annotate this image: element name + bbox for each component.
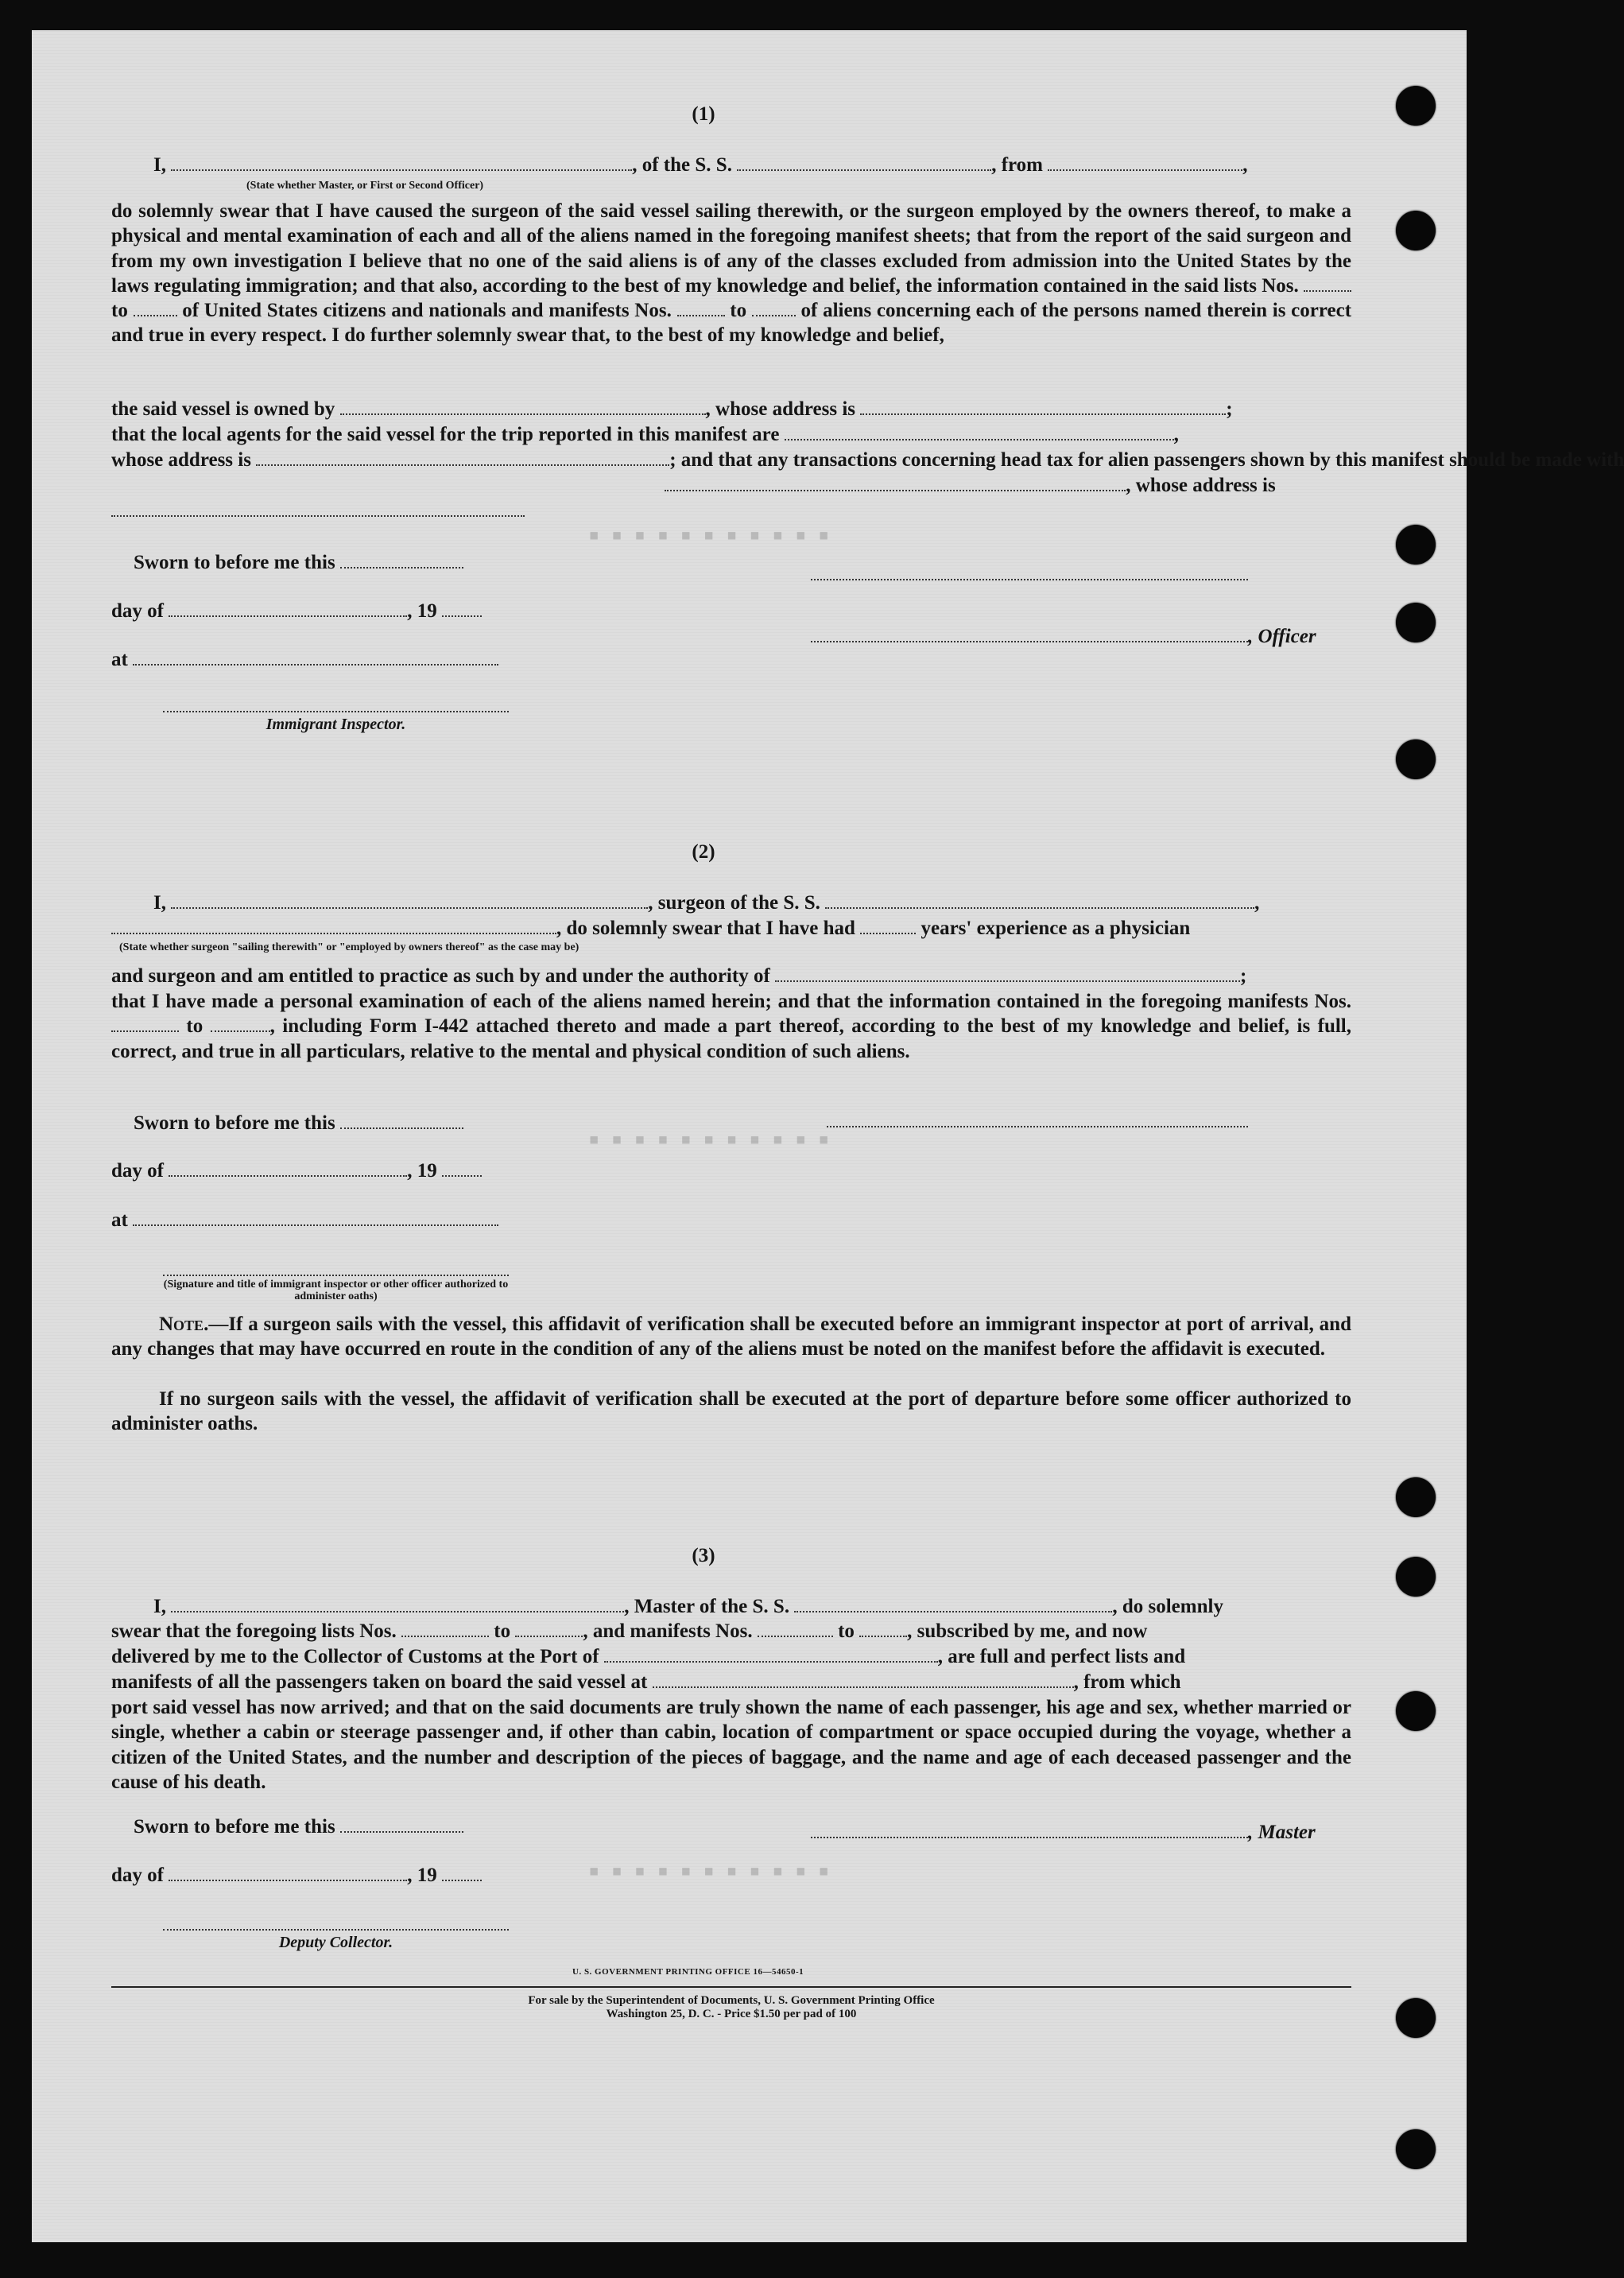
s3-master-row: , Master	[811, 1821, 1316, 1845]
s1-year-field[interactable]	[442, 601, 482, 617]
surgeon-status-field[interactable]	[111, 918, 556, 934]
s2-at-row: at	[111, 1209, 498, 1232]
s1-headtax-row: whose address is ; and that any transactions concerning head tax for alien passengers shown by this manifest should be made with	[111, 449, 1624, 471]
s3-manifests-to-field[interactable]	[859, 1621, 907, 1637]
s2-note-paragraph-2: If no surgeon sails with the vessel, the affidavit of verification shall be executed at the port of departure before some officer authorized to administer oaths.	[111, 1388, 1351, 1435]
s1-day-row: day of , 19	[111, 600, 482, 623]
s2-manifests-from-field[interactable]	[111, 1016, 179, 1032]
s3-lists-to-field[interactable]	[515, 1621, 583, 1637]
agent-address-field[interactable]	[256, 450, 669, 466]
s2-year-field[interactable]	[442, 1161, 482, 1177]
s2-surgeon-caption: (State whether surgeon "sailing therewith" or "employed by owners thereof" as the case may be)	[119, 941, 579, 953]
s2-authority-row: and surgeon and am entitled to practice as such by and under the authority of ;	[111, 965, 1247, 987]
head-tax-contact-field[interactable]	[665, 475, 1126, 491]
s1-line1: I, , of the S. S. , from ,	[153, 154, 1248, 176]
s1-inspector-caption: Immigrant Inspector.	[265, 716, 406, 733]
s3-lists-from-field[interactable]	[401, 1621, 489, 1637]
s2-oath-paragraph: that I have made a personal examination of each of the aliens named herein; and that the information contained in the foregoing manifests Nos. to , including Form I-442 attached thereto and made a part thereof, according to the best of my knowledge and belief, is full, correct, and true in all particulars, relative to the mental and physical condition of such aliens.	[111, 991, 1352, 1062]
s3-sworn-row: Sworn to before me this	[134, 1815, 463, 1839]
local-agents-field[interactable]	[785, 425, 1174, 440]
s3-collector-caption: Deputy Collector.	[278, 1934, 393, 1951]
bleed-through-marks-2: ▪ ▪ ▪ ▪ ▪ ▪ ▪ ▪ ▪ ▪ ▪	[588, 1127, 830, 1150]
s3-year-field[interactable]	[442, 1865, 482, 1881]
s2-inspector-signature-line[interactable]	[163, 1275, 509, 1276]
s3-departure-port-field[interactable]	[653, 1672, 1074, 1688]
s1-place-field[interactable]	[133, 650, 498, 666]
s2-surgeon-signature-line[interactable]	[827, 1126, 1248, 1127]
s2-line2: , do solemnly swear that I have had years' experience as a physician	[111, 917, 1190, 941]
s1-oath-paragraph: do solemnly swear that I have caused the surgeon of the said vessel sailing therewith, or the surgeon employed by the owners thereof, to make a physical and mental examination of each and all of the aliens named in the foregoing manifest sheets; that from the report of the said surgeon and from my own investigation I believe that no one of the said aliens is of any of the classes excluded from admission into the United States by the laws regulating immigration; and that also, according to the best of my knowledge and belief, the information contained in the said lists Nos. to of United States citizens and nationals and manifests Nos. to of aliens concerning each of the persons named therein is correct and true in every respect. I do further solemnly swear that, to the best of my knowledge and belief,	[111, 200, 1352, 347]
manifests-from-field[interactable]	[677, 301, 725, 316]
s1-sworn-date-field[interactable]	[340, 553, 463, 569]
s2-note-paragraph: Note.—If a surgeon sails with the vessel, this affidavit of verification shall be executed before an immigrant inspector at port of arrival, and any changes that may have occurred en route in the condition of any of the aliens must be noted on the manifest before the affidavit is executed.	[111, 1314, 1351, 1360]
lists-to-field[interactable]	[134, 301, 177, 316]
s1-officer-signature-field[interactable]	[811, 627, 1248, 642]
s3-port-field[interactable]	[604, 1647, 938, 1663]
section-1-number: (1)	[692, 103, 715, 125]
s3-line3: delivered by me to the Collector of Customs at the Port of , are full and perfect lists and	[111, 1646, 1186, 1667]
s3-master-name-field[interactable]	[171, 1597, 624, 1612]
manifests-to-field[interactable]	[752, 301, 796, 316]
manifest-affidavit-sheet	[32, 30, 1624, 2242]
years-experience-field[interactable]	[860, 918, 916, 934]
s1-officer-row: , Officer	[811, 625, 1316, 649]
s3-month-field[interactable]	[169, 1865, 407, 1881]
lists-from-field[interactable]	[1304, 276, 1351, 292]
s2-month-field[interactable]	[169, 1161, 407, 1177]
head-tax-address-field[interactable]	[111, 515, 525, 517]
footer-divider	[111, 1986, 1351, 1988]
s3-collector-signature-line[interactable]	[163, 1929, 509, 1931]
s1-owned-row: the said vessel is owned by , whose address is ;	[111, 398, 1233, 420]
s2-manifests-to-field[interactable]	[211, 1016, 270, 1032]
s2-day-row: day of , 19	[111, 1159, 482, 1183]
s1-at-row: at	[111, 648, 498, 672]
s1-month-field[interactable]	[169, 601, 407, 617]
s3-manifests-from-field[interactable]	[758, 1621, 833, 1637]
section-3-number: (3)	[692, 1545, 715, 1566]
bleed-through-marks-3: ▪ ▪ ▪ ▪ ▪ ▪ ▪ ▪ ▪ ▪ ▪	[588, 1859, 830, 1881]
s1-master-caption: (State whether Master, or First or Second Officer)	[246, 180, 484, 192]
s3-vessel-field[interactable]	[794, 1597, 1112, 1612]
bleed-through-marks: ▪ ▪ ▪ ▪ ▪ ▪ ▪ ▪ ▪ ▪ ▪	[588, 523, 830, 545]
section-2-number: (2)	[692, 841, 715, 863]
owner-field[interactable]	[340, 399, 706, 415]
s2-signature-caption: (Signature and title of immigrant inspector or other officer authorized to administer oaths)	[163, 1279, 509, 1302]
s3-line2: swear that the foregoing lists Nos. to , and manifests Nos. to , subscribed by me, and now	[111, 1620, 1148, 1642]
s2-vessel-field[interactable]	[825, 893, 1254, 909]
s1-agents-row: that the local agents for the said vessel for the trip reported in this manifest are ,	[111, 424, 1179, 445]
s2-sworn-row: Sworn to before me this	[134, 1112, 463, 1135]
s2-place-field[interactable]	[133, 1210, 498, 1226]
s1-master-signature-line[interactable]	[811, 579, 1248, 580]
s3-day-row: day of , 19	[111, 1864, 482, 1888]
s3-line4: manifests of all the passengers taken on board the said vessel at , from which	[111, 1671, 1181, 1693]
authority-field[interactable]	[775, 966, 1240, 982]
s1-headtax-row2: , whose address is	[111, 474, 1276, 498]
s2-sworn-date-field[interactable]	[340, 1113, 463, 1129]
from-port-field[interactable]	[1048, 155, 1242, 171]
surgeon-name-field[interactable]	[171, 893, 648, 909]
master-name-field[interactable]	[171, 155, 632, 171]
s2-line1: I, , surgeon of the S. S. ,	[153, 892, 1260, 914]
s3-master-signature-field[interactable]	[811, 1822, 1248, 1838]
s3-line1: I, , Master of the S. S. , do solemnly	[153, 1596, 1223, 1617]
owner-address-field[interactable]	[860, 399, 1226, 415]
printing-office-line: U. S. GOVERNMENT PRINTING OFFICE 16—54650-1	[572, 1967, 804, 1977]
footer-text: For sale by the Superintendent of Documents, U. S. Government Printing Office Washington 25, D. C. - Price $1.50 per pad of 100	[528, 1994, 935, 2020]
s1-inspector-signature-line[interactable]	[163, 711, 509, 712]
s1-sworn-row: Sworn to before me this	[134, 551, 463, 575]
s3-oath-paragraph: port said vessel has now arrived; and that on the said documents are truly shown the name of each passenger, his age and sex, whether married or single, whether a cabin or steerage passenger and, if other than cabin, location of compartment or space occupied during the voyage, whether a citizen of the United States, and the number and description of the pieces of baggage, and the name and age of each deceased passenger and the cause of his death.	[111, 1697, 1351, 1793]
s3-sworn-date-field[interactable]	[340, 1817, 463, 1833]
vessel-name-field[interactable]	[737, 155, 991, 171]
